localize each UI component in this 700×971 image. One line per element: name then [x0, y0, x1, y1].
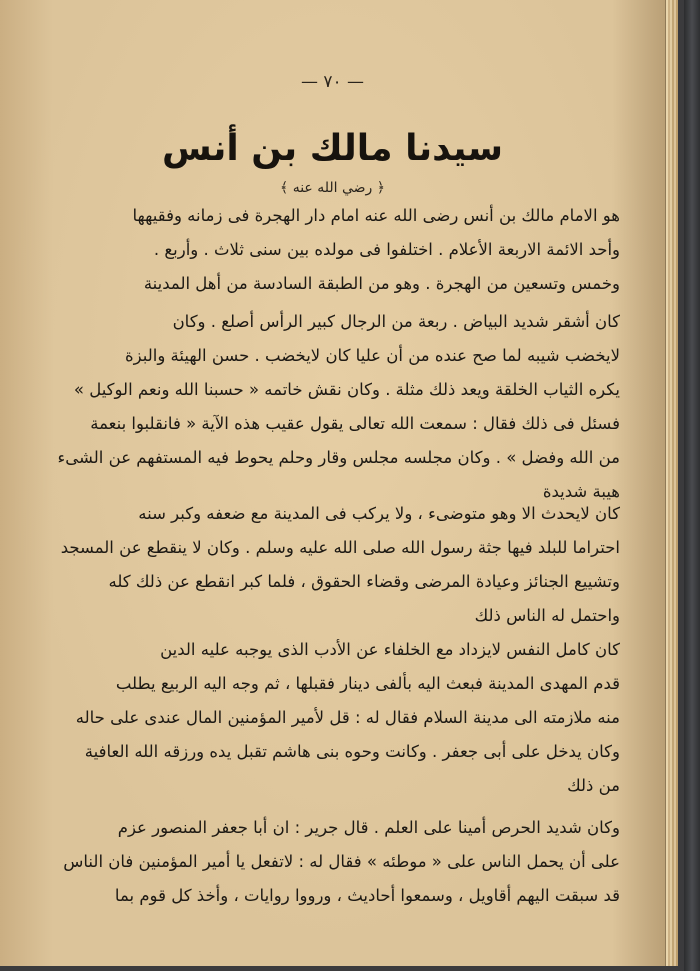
text-line: هو الامام مالك بن أنس رضى الله عنه امام دار الهجرة فى زمانه وفقيهها [132, 206, 620, 225]
text-line: فسئل فى ذلك فقال : سمعت الله تعالى يقول عقيب هذه الآية « فانقلبوا بنعمة [90, 414, 620, 433]
text-line: قد سبقت اليهم أقاويل ، وسمعوا أحاديث ، ورووا روايات ، وأخذ كل قوم بما [114, 886, 620, 905]
page-subtitle: ﴿ رضي الله عنه ﴾ [280, 180, 385, 196]
text-line: لايخضب شيبه لما صح عنده من أن عليا كان لايخضب . حسن الهيئة والبزة [125, 346, 620, 365]
text-line: من ذلك [567, 776, 620, 795]
text-line: وكان شديد الحرص أمينا على العلم . قال جرير : ان أبا جعفر المنصور عزم [117, 818, 620, 837]
text-line: واحتمل له الناس ذلك [474, 606, 620, 625]
text-line: على أن يحمل الناس على « موطئه » فقال له : لاتفعل يا أمير المؤمنين فان الناس [63, 852, 620, 871]
book-binding [684, 0, 700, 971]
text-line: وتشييع الجنائز وعيادة المرضى وقضاء الحقوق ، فلما كبر انقطع عن ذلك كله [108, 572, 620, 591]
page-title: سيدنا مالك بن أنس [161, 128, 504, 169]
text-line: وخمس وتسعين من الهجرة . وهو من الطبقة السادسة من أهل المدينة [143, 274, 620, 293]
text-line: كان أشقر شديد البياض . ربعة من الرجال كبير الرأس أصلع . وكان [172, 312, 620, 331]
text-line: وأحد الائمة الاربعة الأعلام . اختلفوا فى مولده بين سنى ثلاث . وأربع . [153, 240, 620, 259]
text-line: قدم المهدى المدينة فبعث اليه بألفى دينار فقبلها ، ثم وجه اليه الربيع يطلب [115, 674, 620, 693]
text-line: من الله وفضل » . وكان مجلسه مجلس وقار وحلم يحوط فيه المستفهم عن الشىء [57, 448, 620, 467]
page-number: — ٧٠ — [300, 72, 365, 92]
text-line: منه ملازمته الى مدينة السلام فقال له : قل لأمير المؤمنين المال عندى على حاله [75, 708, 620, 727]
text-line: يكره الثياب الخلقة ويعد ذلك مثلة . وكان نقش خاتمه « حسبنا الله ونعم الوكيل » [73, 380, 620, 399]
text-line: وكان يدخل على أبى جعفر . وكانت وحوه بنى هاشم تقبل يده ورزقه الله العافية [84, 742, 620, 761]
text-line: كان كامل النفس لايزداد مع الخلفاء عن الأدب الذى يوجبه عليه الدين [160, 640, 620, 659]
text-line: احتراما للبلد فيها جثة رسول الله صلى الله عليه وسلم . وكان لا ينقطع عن المسجد [60, 538, 620, 557]
text-line: هيبة شديدة [542, 482, 620, 501]
text-line: كان لايحدث الا وهو متوضىء ، ولا يركب فى المدينة مع ضعفه وكبر سنه [138, 504, 620, 523]
